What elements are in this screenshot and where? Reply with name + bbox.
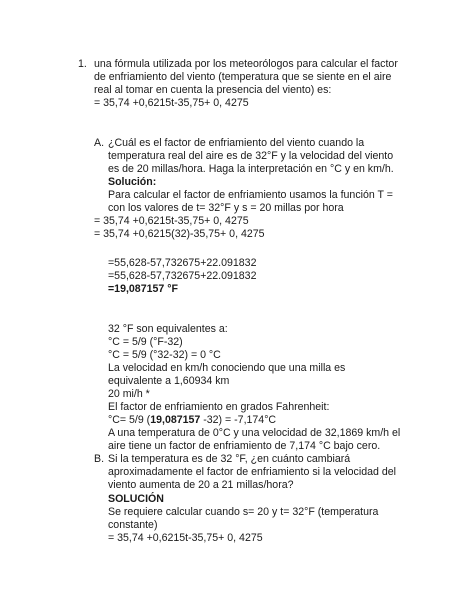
conversion-line-5: equivalente a 1,60934 km: [108, 375, 230, 387]
item1-line-3: real al tomar en cuenta la presencia del viento) es:: [94, 84, 332, 96]
part-b-question-3: viento aumenta de 20 a 21 millas/hora?: [108, 479, 294, 491]
part-a-solution-line-2: con los valores de t= 32°F y s = 20 millas por hora: [108, 202, 344, 214]
part-a-question-3: es de 20 millas/hora. Haga la interpretación en °C y en km/h.: [108, 163, 394, 175]
part-a-solution-heading: Solución:: [108, 176, 157, 188]
part-a-formula-1: = 35,74 +0,6215t-35,75+ 0, 4275: [94, 215, 249, 227]
conversion-line-6: 20 mi/h *: [108, 388, 150, 400]
item-number: 1.: [78, 58, 87, 70]
celsius-prefix: °C= 5/9 (: [108, 414, 151, 426]
part-b-formula: = 35,74 +0,6215t-35,75+ 0, 4275: [108, 532, 263, 544]
part-a-solution-line-1: Para calcular el factor de enfriamiento usamos la función T =: [108, 189, 393, 201]
final-line-2: aire tiene un factor de enfriamiento de 7,174 °C bajo cero.: [108, 440, 381, 452]
item1-line-2: de enfriamiento del viento (temperatura que se siente en el aire: [94, 71, 392, 83]
part-a-question-2: temperatura real del aire es de 32°F y la velocidad del viento: [108, 150, 394, 162]
item1-formula: = 35,74 +0,6215t-35,75+ 0, 4275: [94, 97, 249, 109]
part-b-question-1: Si la temperatura es de 32 °F, ¿en cuánto cambiará: [108, 453, 351, 465]
part-b-solution-line-2: constante): [108, 519, 158, 531]
conversion-line-3: °C = 5/9 (°32-32) = 0 °C: [108, 349, 221, 361]
conversion-line-1: 32 °F son equivalentes a:: [108, 323, 228, 335]
celsius-result-line: [108, 414, 276, 426]
part-b-solution-heading: SOLUCIÓN: [108, 493, 164, 505]
part-a-label: A.: [94, 137, 105, 149]
final-line-1: A una temperatura de 0°C y una velocidad de 32,1869 km/h el: [108, 427, 401, 439]
part-a-formula-2: = 35,74 +0,6215(32)-35,75+ 0, 4275: [94, 228, 265, 240]
part-b-solution-line-1: Se requiere calcular cuando s= 20 y t= 32°F (temperatura: [108, 506, 379, 518]
celsius-suffix: -32) = -7,174°C: [200, 414, 277, 426]
part-b-question-2: aproximadamente el factor de enfriamiento si la velocidad del: [108, 466, 396, 478]
conversion-line-2: °C = 5/9 (°F-32): [108, 336, 183, 348]
part-b-label: B.: [94, 453, 105, 465]
conversion-line-7: El factor de enfriamiento en grados Fahrenheit:: [108, 401, 330, 413]
celsius-bold-value: 19,087157: [150, 414, 201, 426]
item1-line-1: una fórmula utilizada por los meteorólogos para calcular el factor: [94, 58, 398, 70]
part-a-calc-2: =55,628-57,732675+22.091832: [108, 270, 257, 282]
part-a-question-1: ¿Cuál es el factor de enfriamiento del viento cuando la: [108, 137, 365, 149]
conversion-line-4: La velocidad en km/h conociendo que una milla es: [108, 362, 346, 374]
part-a-calc-1: =55,628-57,732675+22.091832: [108, 257, 257, 269]
part-a-calc-result: =19,087157 °F: [108, 283, 178, 295]
